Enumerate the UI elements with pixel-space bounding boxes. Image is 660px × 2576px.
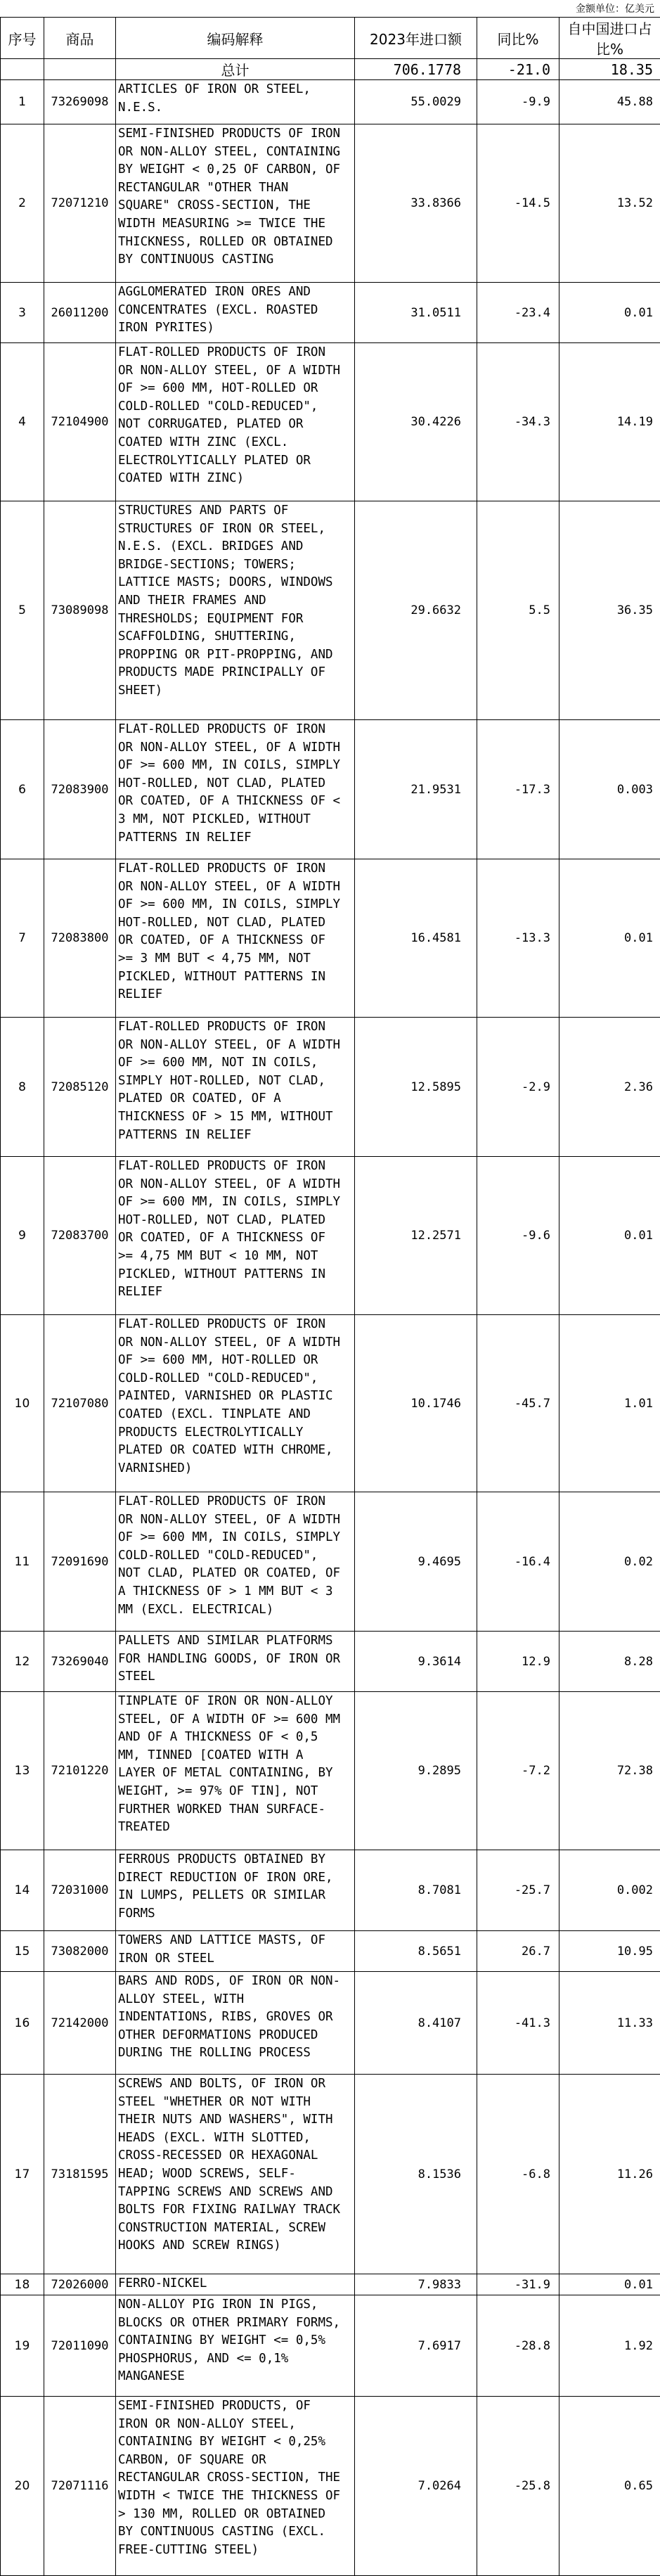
row-value: 8.1536 <box>355 2075 477 2274</box>
row-share: 0.003 <box>559 720 660 859</box>
row-seq: 15 <box>1 1931 44 1972</box>
row-code: 72026000 <box>44 2274 116 2295</box>
row-yoy: 26.7 <box>477 1931 559 1972</box>
row-value: 31.0511 <box>355 283 477 343</box>
row-share: 11.33 <box>559 1972 660 2075</box>
row-share: 0.01 <box>559 2274 660 2295</box>
row-value: 9.3614 <box>355 1632 477 1692</box>
row-share: 0.002 <box>559 1850 660 1931</box>
row-desc: NON-ALLOY PIG IRON IN PIGS, BLOCKS OR OTHER PRIMARY FORMS, CONTAINING BY WEIGHT <= 0,5% PHOSPHORUS, AND <= 0,1% MANGANESE <box>116 2295 355 2397</box>
row-share: 0.01 <box>559 859 660 1018</box>
row-share: 0.65 <box>559 2397 660 2576</box>
row-code: 26011200 <box>44 283 116 343</box>
row-desc: PALLETS AND SIMILAR PLATFORMS FOR HANDLING GOODS, OF IRON OR STEEL <box>116 1632 355 1692</box>
row-code: 72083700 <box>44 1157 116 1315</box>
row-value: 12.2571 <box>355 1157 477 1315</box>
row-code: 73082000 <box>44 1931 116 1972</box>
row-value: 8.7081 <box>355 1850 477 1931</box>
row-code: 72031000 <box>44 1850 116 1931</box>
row-seq: 20 <box>1 2397 44 2576</box>
table-row <box>1 1850 660 1931</box>
row-value: 33.8366 <box>355 124 477 283</box>
row-code: 73181595 <box>44 2075 116 2274</box>
row-value: 7.9833 <box>355 2274 477 2295</box>
table-row <box>1 2397 660 2576</box>
row-share: 10.95 <box>559 1931 660 1972</box>
row-yoy: -25.8 <box>477 2397 559 2576</box>
row-yoy: -23.4 <box>477 283 559 343</box>
table-row <box>1 859 660 1018</box>
row-desc: TINPLATE OF IRON OR NON-ALLOY STEEL, OF A WIDTH OF >= 600 MM AND OF A THICKNESS OF < 0,5 MM, TINNED [COATED WITH A LAYER OF METAL CONTAINING, BY WEIGHT, >= 97% OF TIN], NOT FURTHER WORKED THAN SURFACE- TREATED <box>116 1692 355 1850</box>
row-code: 72091690 <box>44 1492 116 1632</box>
row-share: 14.19 <box>559 343 660 501</box>
row-seq: 5 <box>1 501 44 720</box>
table-row <box>1 501 660 720</box>
table-row <box>1 1632 660 1692</box>
row-share: 2.36 <box>559 1018 660 1157</box>
row-code: 72083800 <box>44 859 116 1018</box>
row-yoy: -45.7 <box>477 1315 559 1492</box>
row-yoy: -16.4 <box>477 1492 559 1632</box>
row-desc: TOWERS AND LATTICE MASTS, OF IRON OR STEEL <box>116 1931 355 1972</box>
row-code: 73269098 <box>44 80 116 124</box>
header-yoy: 同比% <box>477 18 559 59</box>
row-share: 36.35 <box>559 501 660 720</box>
row-desc: FLAT-ROLLED PRODUCTS OF IRON OR NON-ALLOY STEEL, OF A WIDTH OF >= 600 MM, IN COILS, SIMPLY HOT-ROLLED, NOT CLAD, PLATED OR COATED, OF A THICKNESS OF < 3 MM, NOT PICKLED, WITHOUT PATTERNS IN RELIEF <box>116 720 355 859</box>
row-desc: FLAT-ROLLED PRODUCTS OF IRON OR NON-ALLOY STEEL, OF A WIDTH OF >= 600 MM, HOT-ROLLED OR COLD-ROLLED "COLD-REDUCED", PAINTED, VARNISHED OR PLASTIC COATED (EXCL. TINPLATE AND PRODUCTS ELECTROLYTICALLY PLATED OR COATED WITH CHROME, VARNISHED) <box>116 1315 355 1492</box>
table-row <box>1 283 660 343</box>
row-yoy: 5.5 <box>477 501 559 720</box>
row-value: 9.4695 <box>355 1492 477 1632</box>
table-row <box>1 720 660 859</box>
row-yoy: -17.3 <box>477 720 559 859</box>
row-seq: 18 <box>1 2274 44 2295</box>
row-seq: 8 <box>1 1018 44 1157</box>
row-code: 73089098 <box>44 501 116 720</box>
row-code: 73269040 <box>44 1632 116 1692</box>
table-row <box>1 1931 660 1972</box>
row-yoy: -2.9 <box>477 1018 559 1157</box>
row-seq: 7 <box>1 859 44 1018</box>
row-share: 11.26 <box>559 2075 660 2274</box>
table-row <box>1 1018 660 1157</box>
row-share: 45.88 <box>559 80 660 124</box>
row-desc: SEMI-FINISHED PRODUCTS, OF IRON OR NON-ALLOY STEEL, CONTAINING BY WEIGHT < 0,25% CARBON, OF SQUARE OR RECTANGULAR CROSS-SECTION, THE WIDTH < TWICE THE THICKNESS OF > 130 MM, ROLLED OR OBTAINED BY CONTINUOUS CASTING (EXCL. FREE-CUTTING STEEL) <box>116 2397 355 2576</box>
row-desc: FLAT-ROLLED PRODUCTS OF IRON OR NON-ALLOY STEEL, OF A WIDTH OF >= 600 MM, HOT-ROLLED OR COLD-ROLLED "COLD-REDUCED", NOT CORRUGATED, PLATED OR COATED WITH ZINC (EXCL. ELECTROLYTICALLY PLATED OR COATED WITH ZINC) <box>116 343 355 501</box>
row-seq: 17 <box>1 2075 44 2274</box>
total-empty-seq <box>1 59 44 80</box>
row-code: 72107080 <box>44 1315 116 1492</box>
row-value: 16.4581 <box>355 859 477 1018</box>
header-code: 商品 <box>44 18 116 59</box>
row-desc: FERRO-NICKEL <box>116 2274 355 2295</box>
row-share: 72.38 <box>559 1692 660 1850</box>
row-seq: 4 <box>1 343 44 501</box>
row-yoy: -41.3 <box>477 1972 559 2075</box>
row-yoy: -31.9 <box>477 2274 559 2295</box>
table-row <box>1 1692 660 1850</box>
header-row <box>1 18 660 59</box>
row-value: 12.5895 <box>355 1018 477 1157</box>
row-yoy: -9.9 <box>477 80 559 124</box>
row-share: 1.92 <box>559 2295 660 2397</box>
row-seq: 9 <box>1 1157 44 1315</box>
total-label: 总计 <box>116 59 355 80</box>
header-value: 2023年进口额 <box>355 18 477 59</box>
row-code: 72101220 <box>44 1692 116 1850</box>
table-row <box>1 124 660 283</box>
row-seq: 11 <box>1 1492 44 1632</box>
row-desc: FLAT-ROLLED PRODUCTS OF IRON OR NON-ALLOY STEEL, OF A WIDTH OF >= 600 MM, IN COILS, SIMPLY COLD-ROLLED "COLD-REDUCED", NOT CLAD, PLATED OR COATED, OF A THICKNESS OF > 1 MM BUT < 3 MM (EXCL. ELECTRICAL) <box>116 1492 355 1632</box>
row-seq: 10 <box>1 1315 44 1492</box>
row-value: 55.0029 <box>355 80 477 124</box>
row-desc: FERROUS PRODUCTS OBTAINED BY DIRECT REDUCTION OF IRON ORE, IN LUMPS, PELLETS OR SIMILAR FORMS <box>116 1850 355 1931</box>
row-desc: FLAT-ROLLED PRODUCTS OF IRON OR NON-ALLOY STEEL, OF A WIDTH OF >= 600 MM, NOT IN COILS, SIMPLY HOT-ROLLED, NOT CLAD, PLATED OR COATED, OF A THICKNESS OF > 15 MM, WITHOUT PATTERNS IN RELIEF <box>116 1018 355 1157</box>
row-code: 72142000 <box>44 1972 116 2075</box>
table-row <box>1 1157 660 1315</box>
row-value: 29.6632 <box>355 501 477 720</box>
row-value: 7.6917 <box>355 2295 477 2397</box>
row-desc: AGGLOMERATED IRON ORES AND CONCENTRATES (EXCL. ROASTED IRON PYRITES) <box>116 283 355 343</box>
header-share: 自中国进口占比% <box>559 18 660 59</box>
row-code: 72071116 <box>44 2397 116 2576</box>
import-table <box>0 17 660 2576</box>
table-row <box>1 1315 660 1492</box>
row-value: 30.4226 <box>355 343 477 501</box>
table-row <box>1 343 660 501</box>
table-row <box>1 2075 660 2274</box>
row-desc: STRUCTURES AND PARTS OF STRUCTURES OF IRON OR STEEL, N.E.S. (EXCL. BRIDGES AND BRIDGE-SECTIONS; TOWERS; LATTICE MASTS; DOORS, WINDOWS AND THEIR FRAMES AND THRESHOLDS; EQUIPMENT FOR SCAFFOLDING, SHUTTERING, PROPPING OR PIT-PROPPING, AND PRODUCTS MADE PRINCIPALLY OF SHEET) <box>116 501 355 720</box>
row-value: 8.5651 <box>355 1931 477 1972</box>
row-yoy: -7.2 <box>477 1692 559 1850</box>
total-row <box>1 59 660 80</box>
row-code: 72071210 <box>44 124 116 283</box>
row-seq: 2 <box>1 124 44 283</box>
row-share: 0.01 <box>559 1157 660 1315</box>
row-value: 8.4107 <box>355 1972 477 2075</box>
row-seq: 1 <box>1 80 44 124</box>
row-share: 1.01 <box>559 1315 660 1492</box>
row-value: 9.2895 <box>355 1692 477 1850</box>
row-share: 0.01 <box>559 283 660 343</box>
row-value: 7.0264 <box>355 2397 477 2576</box>
row-code: 72085120 <box>44 1018 116 1157</box>
row-desc: FLAT-ROLLED PRODUCTS OF IRON OR NON-ALLOY STEEL, OF A WIDTH OF >= 600 MM, IN COILS, SIMPLY HOT-ROLLED, NOT CLAD, PLATED OR COATED, OF A THICKNESS OF >= 4,75 MM BUT < 10 MM, NOT PICKLED, WITHOUT PATTERNS IN RELIEF <box>116 1157 355 1315</box>
row-seq: 14 <box>1 1850 44 1931</box>
row-value: 21.9531 <box>355 720 477 859</box>
row-desc: FLAT-ROLLED PRODUCTS OF IRON OR NON-ALLOY STEEL, OF A WIDTH OF >= 600 MM, IN COILS, SIMPLY HOT-ROLLED, NOT CLAD, PLATED OR COATED, OF A THICKNESS OF >= 3 MM BUT < 4,75 MM, NOT PICKLED, WITHOUT PATTERNS IN RELIEF <box>116 859 355 1018</box>
row-share: 0.02 <box>559 1492 660 1632</box>
row-seq: 16 <box>1 1972 44 2075</box>
row-share: 8.28 <box>559 1632 660 1692</box>
total-empty-code <box>44 59 116 80</box>
row-code: 72011090 <box>44 2295 116 2397</box>
row-yoy: 12.9 <box>477 1632 559 1692</box>
row-code: 72083900 <box>44 720 116 859</box>
row-yoy: -13.3 <box>477 859 559 1018</box>
row-value: 10.1746 <box>355 1315 477 1492</box>
row-desc: SEMI-FINISHED PRODUCTS OF IRON OR NON-ALLOY STEEL, CONTAINING BY WEIGHT < 0,25 OF CARBON, OF RECTANGULAR "OTHER THAN SQUARE" CROSS-SECTION, THE WIDTH MEASURING >= TWICE THE THICKNESS, ROLLED OR OBTAINED BY CONTINUOUS CASTING <box>116 124 355 283</box>
row-yoy: -14.5 <box>477 124 559 283</box>
row-yoy: -28.8 <box>477 2295 559 2397</box>
row-desc: ARTICLES OF IRON OR STEEL, N.E.S. <box>116 80 355 124</box>
row-seq: 12 <box>1 1632 44 1692</box>
row-desc: SCREWS AND BOLTS, OF IRON OR STEEL "WHETHER OR NOT WITH THEIR NUTS AND WASHERS", WITH HEADS (EXCL. WITH SLOTTED, CROSS-RECESSED OR HEXAGONAL HEAD; WOOD SCREWS, SELF- TAPPING SCREWS AND SCREWS AND BOLTS FOR FIXING RAILWAY TRACK CONSTRUCTION MATERIAL, SCREW HOOKS AND SCREW RINGS) <box>116 2075 355 2274</box>
total-value: 706.1778 <box>355 59 477 80</box>
row-desc: BARS AND RODS, OF IRON OR NON- ALLOY STEEL, WITH INDENTATIONS, RIBS, GROVES OR OTHER DEFORMATIONS PRODUCED DURING THE ROLLING PROCESS <box>116 1972 355 2075</box>
row-code: 72104900 <box>44 343 116 501</box>
total-share: 18.35 <box>559 59 660 80</box>
row-seq: 19 <box>1 2295 44 2397</box>
row-yoy: -6.8 <box>477 2075 559 2274</box>
table-row <box>1 2274 660 2295</box>
unit-note: 金额单位：亿美元 <box>576 1 654 17</box>
row-seq: 6 <box>1 720 44 859</box>
table-row <box>1 2295 660 2397</box>
header-seq: 序号 <box>1 18 44 59</box>
table-row <box>1 80 660 124</box>
row-share: 13.52 <box>559 124 660 283</box>
row-yoy: -34.3 <box>477 343 559 501</box>
table-row <box>1 1972 660 2075</box>
total-yoy: -21.0 <box>477 59 559 80</box>
row-yoy: -9.6 <box>477 1157 559 1315</box>
table-row <box>1 1492 660 1632</box>
row-seq: 3 <box>1 283 44 343</box>
row-yoy: -25.7 <box>477 1850 559 1931</box>
row-seq: 13 <box>1 1692 44 1850</box>
header-desc: 编码解释 <box>116 18 355 59</box>
